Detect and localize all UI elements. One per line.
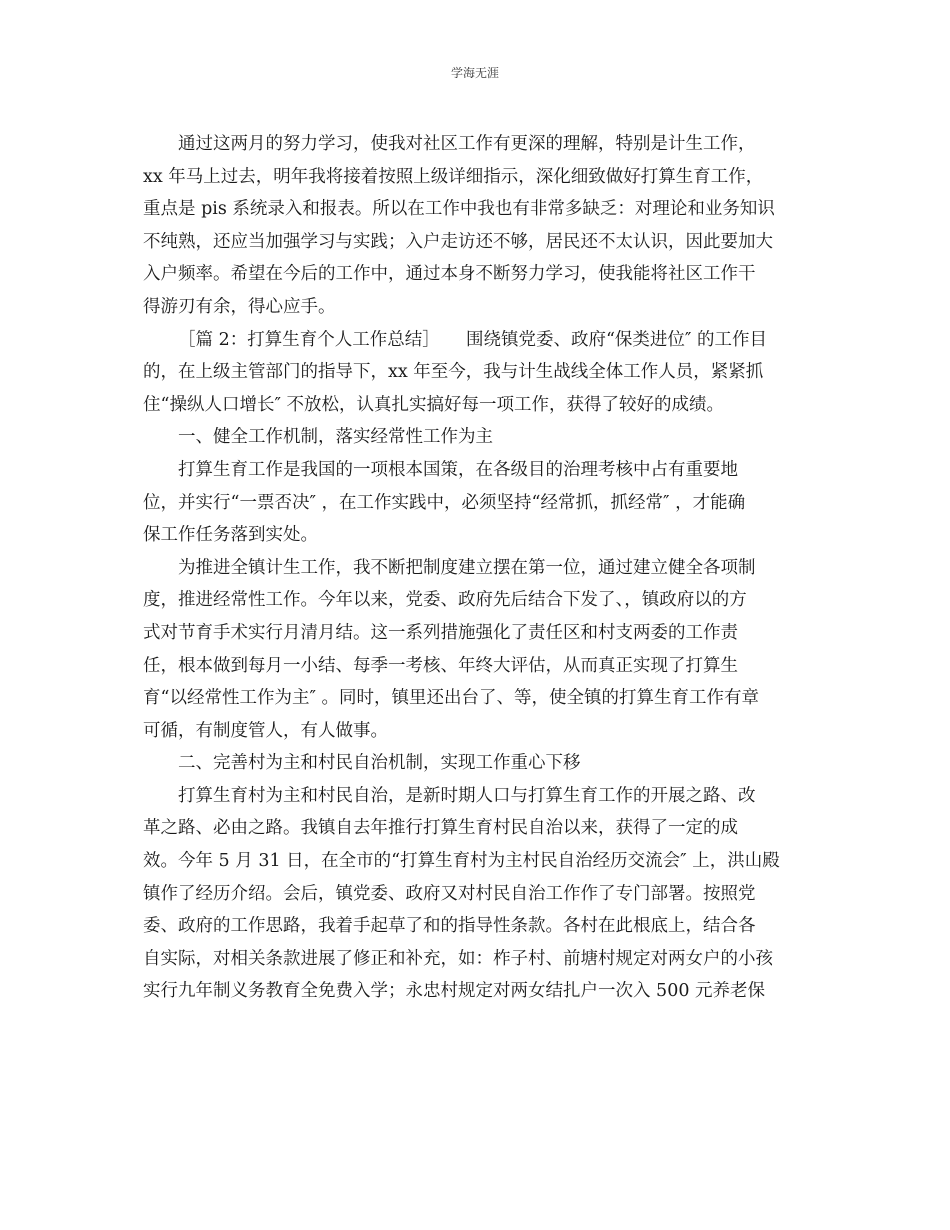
- document-body: [143, 128, 803, 1008]
- text-line: 的，在上级主管部门的指导下，xx 年至今，我与计生战线全体工作人员，紧紧抓: [143, 362, 764, 383]
- text-line: 实行九年制义务教育全免费入学；永忠村规定对两女结扎户一次入 500 元养老保: [143, 981, 766, 1002]
- text-line: 委、政府的工作思路，我着手起草了和的指导性条款。各村在此根底上，结合各: [143, 916, 756, 937]
- text-line: ［篇 2：打算生育个人工作总结］ 围绕镇党委、政府“保类进位″ 的工作目: [178, 329, 767, 350]
- text-line: 革之路、必由之路。我镇自去年推行打算生育村民自治以来，获得了一定的成: [143, 818, 738, 839]
- text-line: 效。今年 5 月 31 日，在全市的“打算生育村为主村民自治经历交流会″ 上，洪山殿: [143, 851, 780, 872]
- text-line: 自实际，对相关条款进展了修正和补充，如：柞子村、前塘村规定对两女户的小孩: [143, 948, 773, 969]
- page-header: [0, 64, 950, 81]
- text-line: 度，推进经常性工作。今年以来，党委、政府先后结合下发了、，镇政府以的方: [143, 590, 747, 611]
- text-line: 位，并实行“一票否决″ ，在工作实践中，必须坚持“经常抓，抓经常″ ，才能确: [143, 492, 746, 513]
- text-line: 育“以经常性工作为主″ 。同时，镇里还出台了、等，使全镇的打算生育工作有章: [143, 688, 760, 709]
- text-line: 打算生育工作是我国的一项根本国策，在各级目的治理考核中占有重要地: [178, 459, 738, 480]
- text-line: 不纯熟，还应当加强学习与实践；入户走访还不够，居民还不太认识，因此要加大: [143, 231, 773, 252]
- text-line: 重点是 pis 系统录入和报表。所以在工作中我也有非常多缺乏：对理论和业务知识: [143, 199, 775, 220]
- text-line: 任，根本做到每月一小结、每季一考核、年终大评估，从而真正实现了打算生: [143, 655, 738, 676]
- text-line: 打算生育村为主和村民自治，是新时期人口与打算生育工作的开展之路、改: [178, 785, 756, 806]
- text-line: 可循，有制度管人，有人做事。: [143, 720, 388, 741]
- text-line: 式对节育手术实行月清月结。这一系列措施强化了责任区和村支两委的工作责: [143, 622, 738, 643]
- text-line: 住“操纵人口增长″ 不放松，认真扎实搞好每一项工作，获得了较好的成绩。: [143, 394, 725, 415]
- section-heading: 二、完善村为主和村民自治机制，实现工作重心下移: [178, 753, 581, 774]
- section-heading: 一、健全工作机制，落实经常性工作为主: [178, 427, 493, 448]
- text-line: xx 年马上过去，明年我将接着按照上级详细指示，深化细致做好打算生育工作，: [143, 166, 764, 187]
- text-line: 入户频率。希望在今后的工作中，通过本身不断努力学习，使我能将社区工作干: [143, 264, 756, 285]
- text-line: 通过这两月的努力学习，使我对社区工作有更深的理解，特别是计生工作，: [178, 134, 756, 154]
- text-line: 为推进全镇计生工作，我不断把制度建立摆在第一位，通过建立健全各项制: [178, 557, 756, 578]
- text-line: 保工作任务落到实处。: [143, 525, 318, 546]
- text-line: 镇作了经历介绍。会后，镇党委、政府又对村民自治工作作了专门部署。按照党: [143, 883, 756, 904]
- header-title: 学海无涯: [450, 66, 499, 80]
- text-line: 得游刃有余，得心应手。: [143, 296, 336, 317]
